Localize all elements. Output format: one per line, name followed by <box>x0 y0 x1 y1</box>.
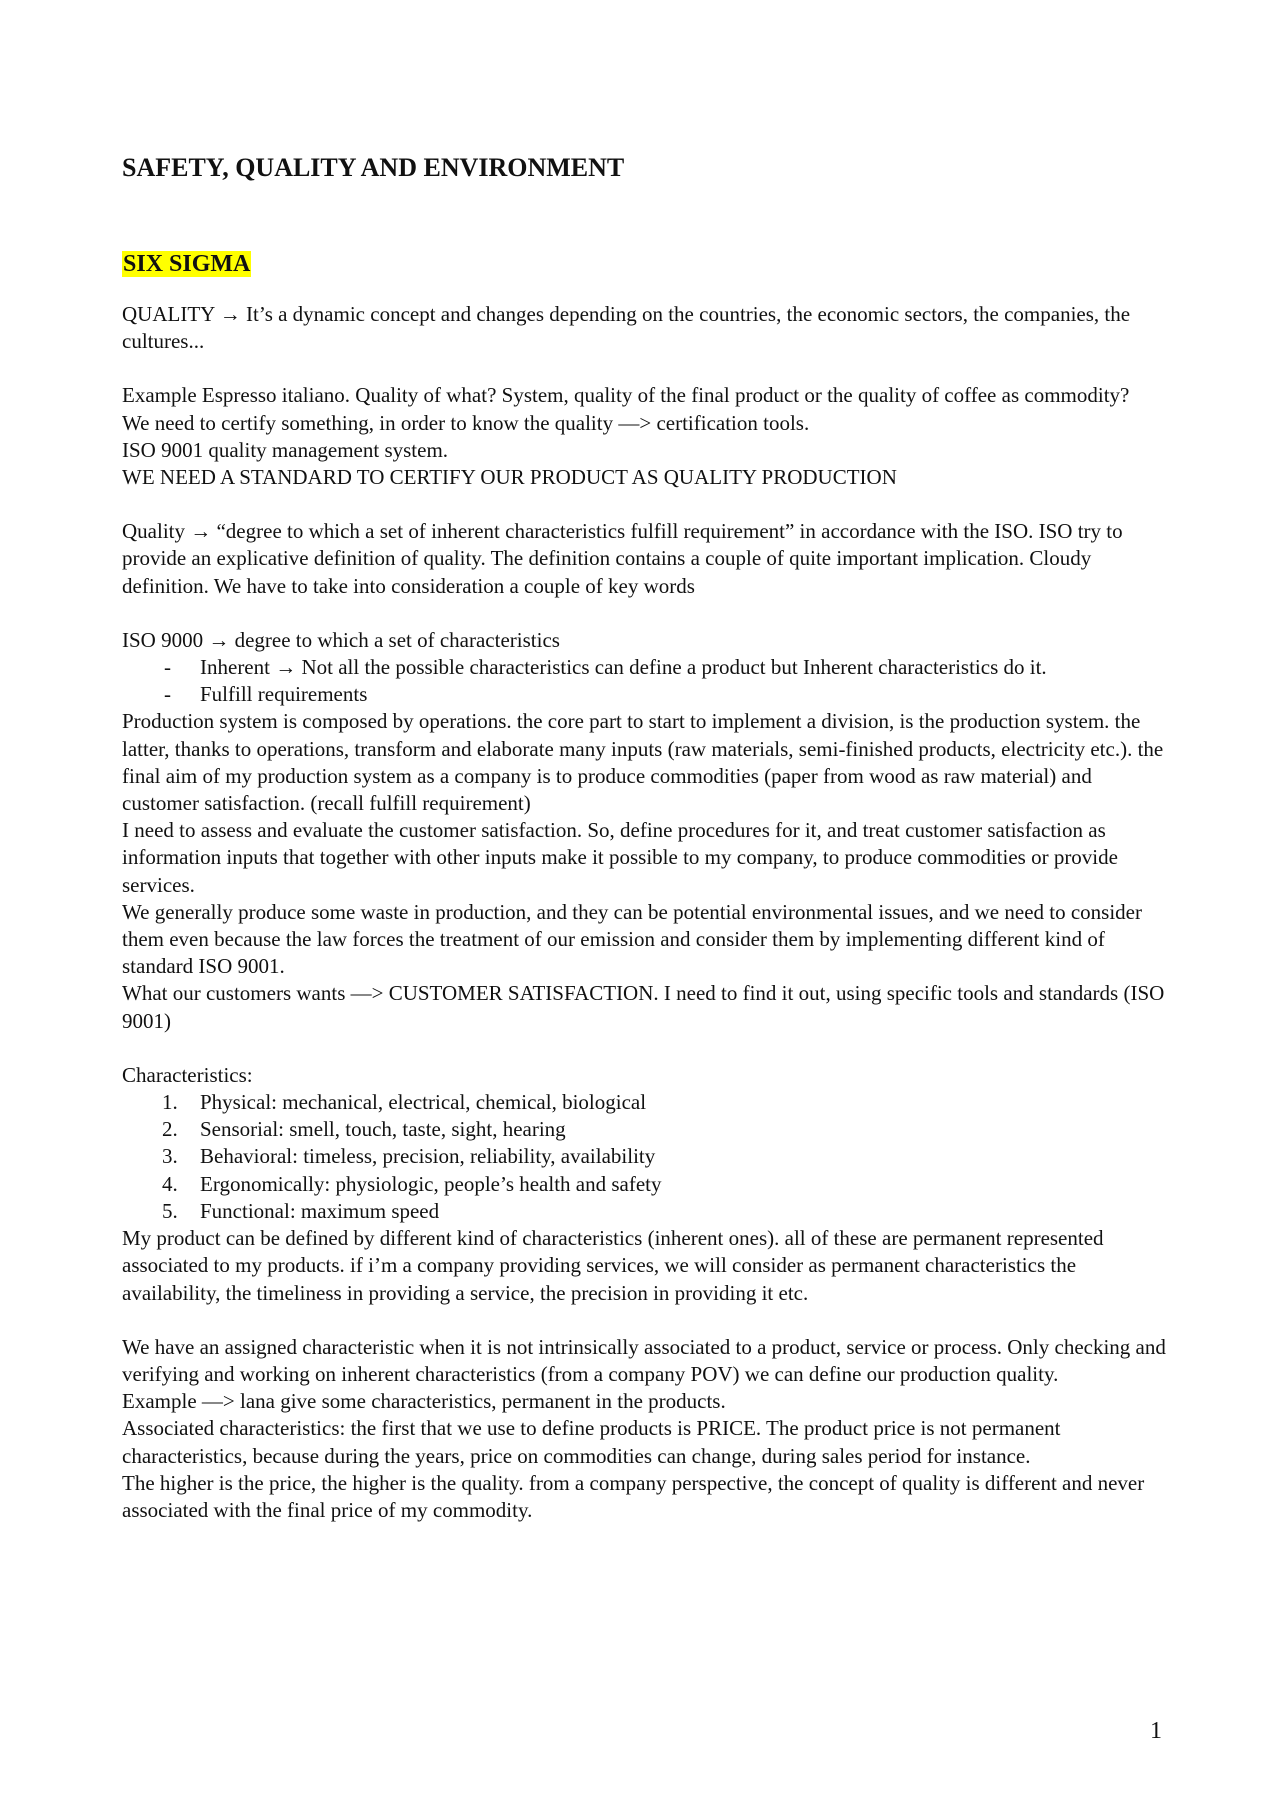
list-item <box>122 654 1172 681</box>
list-number: 1. <box>162 1090 178 1115</box>
list-item <box>122 1171 1172 1198</box>
paragraph-higher-price: The higher is the price, the higher is the quality. from a company perspective, the concept of quality is different and never associated with the final price of my commodity. <box>122 1470 1145 1522</box>
paragraph-iso9001: ISO 9001 quality management system. <box>122 437 449 462</box>
list-number: 2. <box>162 1117 178 1142</box>
paragraph-lana-example: Example —> lana give some characteristics, permanent in the products. <box>122 1389 726 1414</box>
paragraph-iso9000: ISO 9000 → degree to which a set of characteristics <box>122 627 560 652</box>
paragraph-customers-wants: What our customers wants —> CUSTOMER SATISFACTION. I need to find it out, using specific tools and standards (ISO 9001) <box>122 981 1165 1033</box>
paragraph-production-system: Production system is composed by operations. the core part to start to implement a division, is the production system. the latter, thanks to operations, transform and elaborate many inputs (raw materials, semi-finished products, electricity etc.). the final aim of my production system as a company is to produce commodities (paper from wood as raw material) and customer satisfaction. (recall fulfill requirement) <box>122 709 1164 816</box>
paragraph-espresso-example: Example Espresso italiano. Quality of what? System, quality of the final product or the quality of coffee as commodity? <box>122 383 1130 408</box>
list-item-text: Fulfill requirements <box>200 682 368 707</box>
list-item-text: Sensorial: smell, touch, taste, sight, hearing <box>200 1117 566 1142</box>
dash-marker: - <box>164 655 171 680</box>
spacer <box>122 1307 1172 1334</box>
list-item <box>122 1143 1172 1170</box>
numbered-list <box>122 1089 1172 1225</box>
document-body <box>122 152 1172 1524</box>
list-item <box>122 1089 1172 1116</box>
paragraph-permanent-characteristics: My product can be defined by different kind of characteristics (inherent ones). all of these are permanent represented associated to my products. if i’m a company providing services, we will consider as permanent characteristics the availability, the timeliness in providing a service, the precision in providing it etc. <box>122 1226 1104 1305</box>
spacer <box>122 491 1172 518</box>
page-number: 1 <box>1150 1718 1162 1744</box>
paragraph-waste: We generally produce some waste in production, and they can be potential environmental issues, and we need to consider them even because the law forces the treatment of our emission and consider them by implementing different kind of standard ISO 9001. <box>122 899 1142 979</box>
list-item <box>122 1116 1172 1143</box>
paragraph-characteristics-label: Characteristics: <box>122 1062 253 1087</box>
paragraph-price: Associated characteristics: the first that we use to define products is PRICE. The product price is not permanent characteristics, because during the years, price on commodities can change, during sales period for instance. <box>122 1416 1061 1468</box>
paragraph-certify: We need to certify something, in order to know the quality —> certification tools. <box>122 410 810 435</box>
list-item-text: Ergonomically: physiologic, people’s health and safety <box>200 1171 662 1196</box>
spacer <box>122 600 1172 627</box>
list-number: 5. <box>162 1198 178 1223</box>
list-item <box>122 1198 1172 1225</box>
paragraph-customer-satisfaction: I need to assess and evaluate the customer satisfaction. So, define procedures for it, and treat customer satisfaction as information inputs that together with other inputs make it possible to my company, to produce commodities or provide services. <box>122 818 1118 897</box>
dash-marker: - <box>164 682 171 707</box>
list-item-text: Physical: mechanical, electrical, chemical, biological <box>200 1090 647 1115</box>
list-item-text: Functional: maximum speed <box>200 1198 440 1223</box>
section-heading-text: SIX SIGMA <box>123 251 251 277</box>
dash-list <box>122 654 1172 708</box>
list-item-text: Behavioral: timeless, precision, reliability, availability <box>200 1144 656 1169</box>
list-item-text: Inherent → Not all the possible characteristics can define a product but Inherent characteristics do it. <box>200 655 1047 680</box>
paragraph-quality-definition: Quality → “degree to which a set of inherent characteristics fulfill requirement” in accordance with the ISO. ISO try to provide an explicative definition of quality. The definition contains a couple of quite important implication. Cloudy definition. We have to take into consideration a couple of key words <box>122 519 1123 598</box>
document-title: SAFETY, QUALITY AND ENVIRONMENT <box>122 153 625 182</box>
paragraph-quality-intro: QUALITY → It’s a dynamic concept and changes depending on the countries, the economic sectors, the companies, the cultures... <box>122 302 1131 354</box>
spacer <box>122 1035 1172 1062</box>
section-heading <box>122 249 1172 279</box>
list-item <box>122 681 1172 708</box>
list-number: 3. <box>162 1144 178 1169</box>
list-number: 4. <box>162 1171 178 1196</box>
spacer <box>122 355 1172 382</box>
paragraph-assigned-characteristic: We have an assigned characteristic when it is not intrinsically associated to a product, service or process. Only checking and verifying and working on inherent characteristics (from a company POV) we can define our production quality. <box>122 1334 1166 1386</box>
paragraph-standard: WE NEED A STANDARD TO CERTIFY OUR PRODUCT AS QUALITY PRODUCTION <box>122 465 897 490</box>
